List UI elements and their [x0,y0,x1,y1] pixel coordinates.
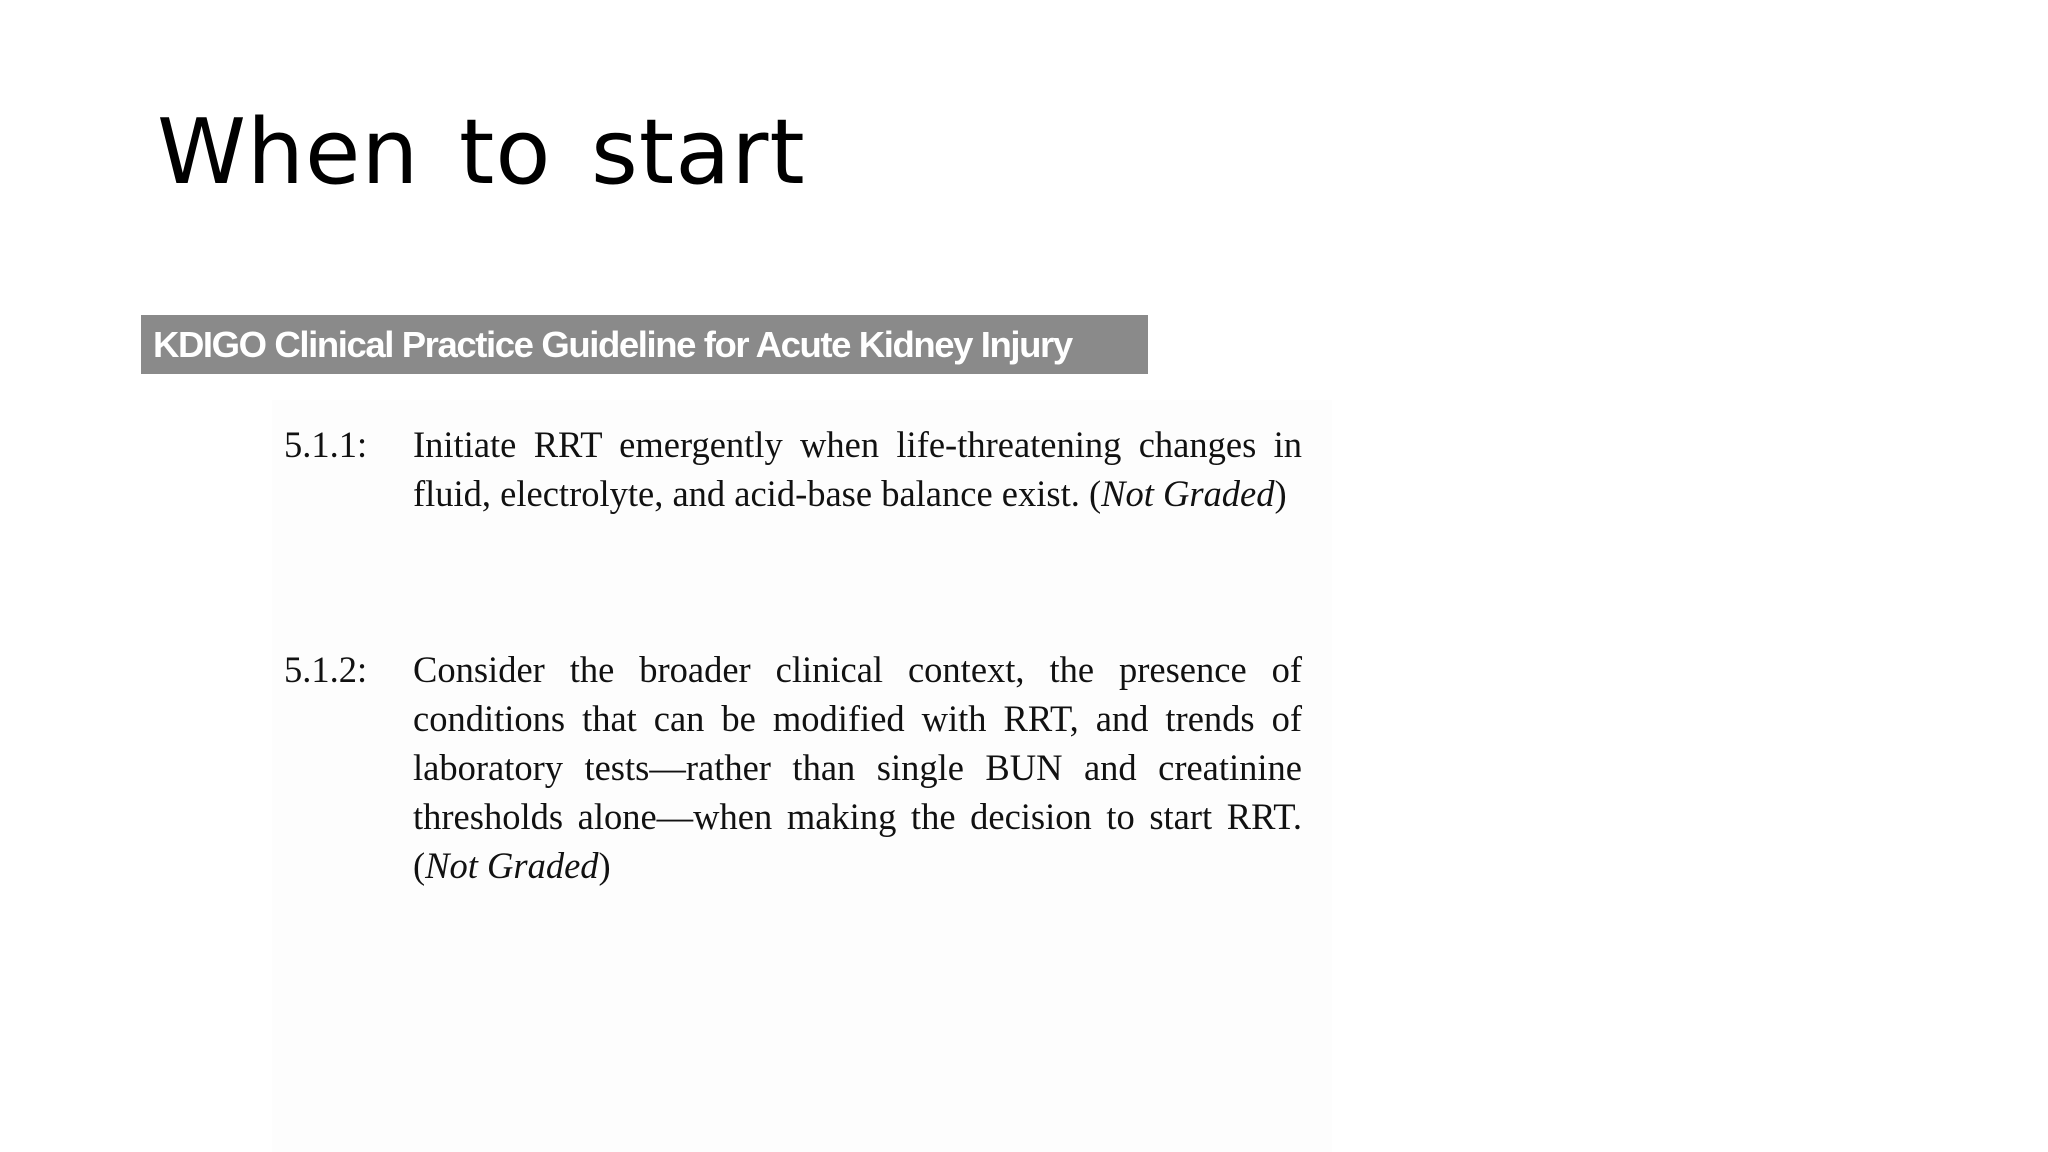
recommendation-grade: Not Graded [425,845,599,886]
recommendation-text-block: Initiate RRT emergently when life-threatening changes in fluid, electrolyte, and acid-base balance exist. (Not Graded) [413,424,1302,514]
recommendation-number: 5.1.2: [284,649,368,690]
guideline-excerpt [272,400,1332,1152]
slide-title: When to start [157,100,806,205]
recommendation-text: Initiate RRT emergently when life-threatening changes in fluid, electrolyte, and acid-base balance exist. [413,424,1302,514]
recommendation-grade: Not Graded [1101,473,1275,514]
guideline-banner [141,315,1148,374]
guideline-banner-text: KDIGO Clinical Practice Guideline for Acute Kidney Injury [153,323,1072,365]
recommendation-number: 5.1.1: [284,424,368,465]
recommendation-text-block: Consider the broader clinical context, the presence of conditions that can be modified with RRT, and trends of laboratory tests—rather than single BUN and creatinine thresholds alone—when making the decision to start RRT. (Not Graded) [413,649,1302,886]
recommendation-text: Consider the broader clinical context, the presence of conditions that can be modified with RRT, and trends of laboratory tests—rather than single BUN and creatinine thresholds alone—when making the decision to start RRT. [413,649,1302,837]
